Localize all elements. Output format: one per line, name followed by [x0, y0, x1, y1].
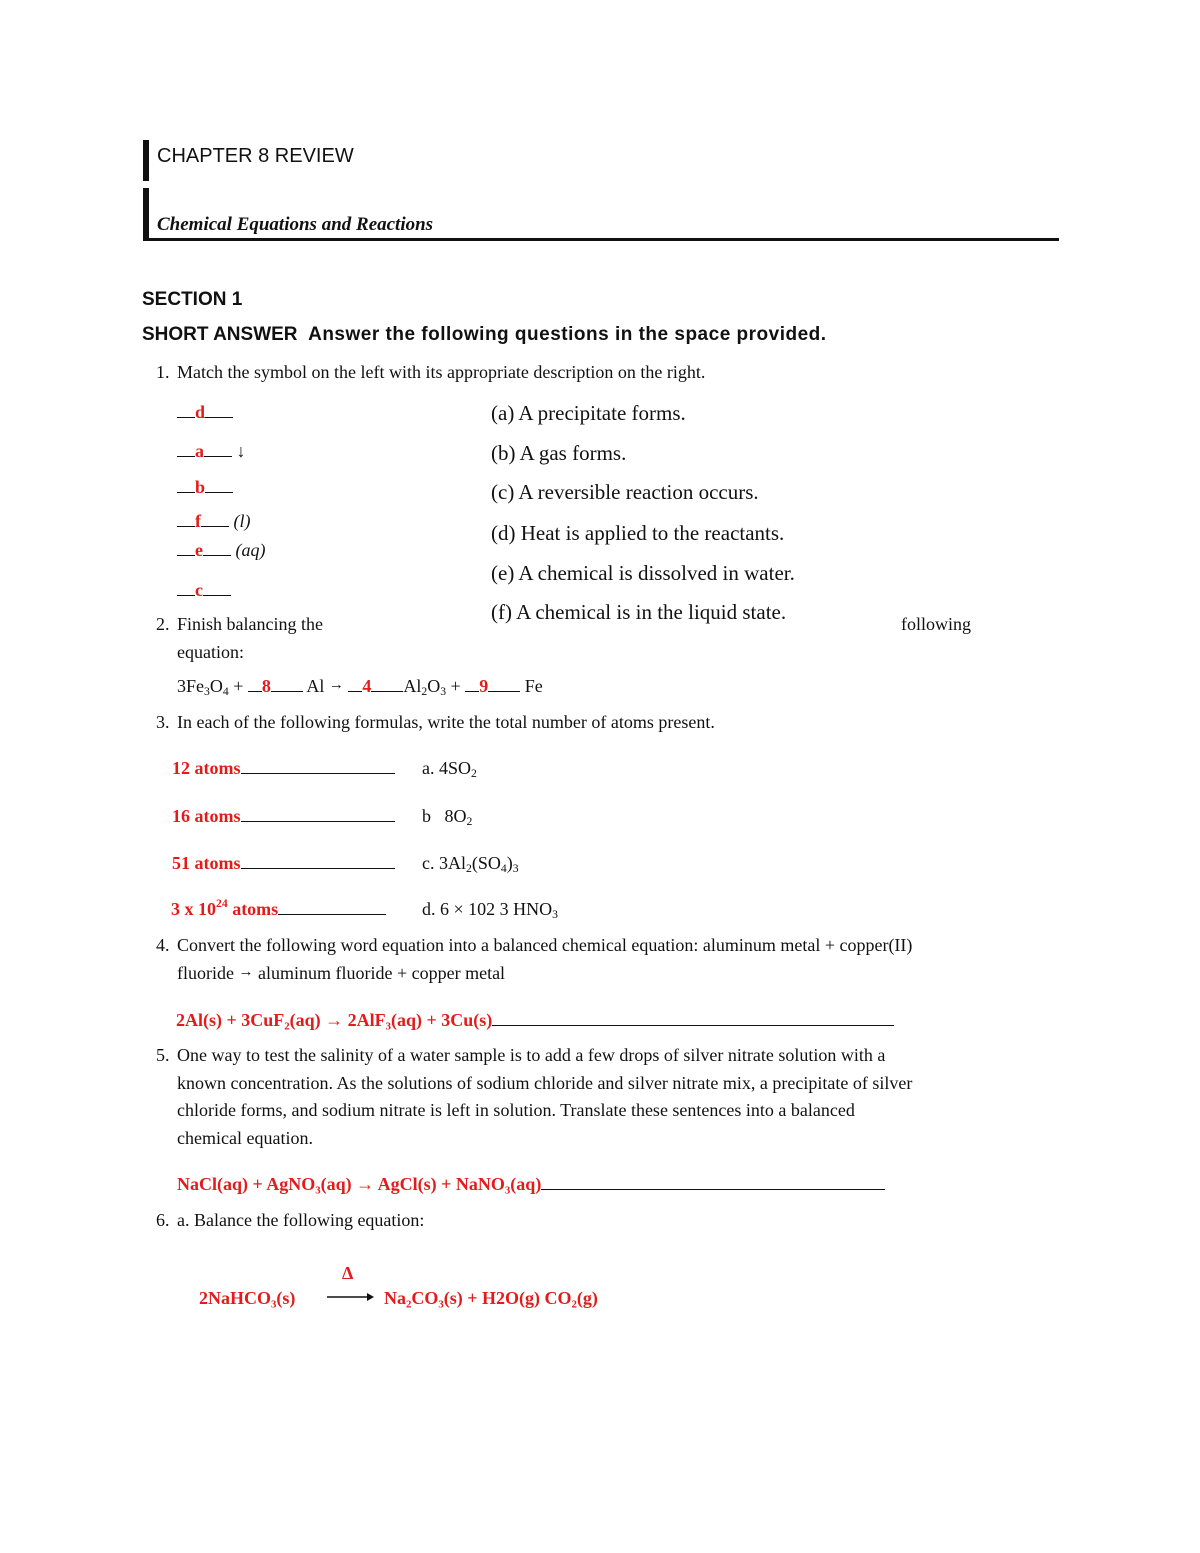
q1-answer: b	[195, 477, 206, 497]
q1-answer: d	[195, 402, 206, 422]
q3-label: d.	[422, 899, 436, 919]
q3-formula: a. $4SO_2$	[422, 758, 477, 780]
q3-answer: 3 x 10	[171, 899, 216, 919]
q3-answer-row	[172, 806, 395, 827]
q1-answer-row	[177, 402, 233, 423]
q3-answer-row	[171, 899, 386, 920]
q1-answer: c	[195, 580, 203, 600]
q3-answer: 12 atoms	[172, 758, 241, 778]
q3-label: a.	[422, 758, 435, 778]
q5-line: One way to test the salinity of a water sample is to add a few drops of silver nitrate solution with a	[177, 1045, 886, 1065]
q3-formula-d: 6 × 102 3 HNO	[440, 899, 553, 919]
q4-answer-row	[176, 1010, 894, 1031]
chapter-title: CHAPTER 8 REVIEW	[157, 145, 354, 167]
q4-line2b: aluminum fluoride + copper metal	[257, 963, 506, 983]
q2-coef-al: 8	[261, 676, 271, 696]
q1-description: (a) A precipitate forms.	[491, 401, 686, 425]
q5-answer: NaCl(aq) + AgNO₃(aq) → AgCl(s) + NaNO₃(aq)	[177, 1174, 542, 1194]
q1-description: (d) Heat is applied to the reactants.	[491, 521, 785, 545]
q6-number: 6.	[156, 1210, 170, 1230]
q1-answer-row	[177, 511, 251, 532]
q6-reactant: 2NaHCO₃(s)	[199, 1288, 296, 1308]
q5-number: 5.	[156, 1045, 170, 1065]
q2-fe: Fe	[524, 676, 543, 696]
q3-formula: d. 6 × 102 3 $HNO_3$	[422, 899, 558, 921]
q2-prompt-line2: equation:	[177, 642, 244, 662]
q1-number: 1.	[156, 362, 170, 382]
q1-answer-row	[177, 441, 246, 462]
q5-line: chemical equation.	[177, 1128, 313, 1148]
q2-number: 2.	[156, 614, 170, 634]
arrow-icon: →	[238, 964, 254, 980]
instruction-rest: Answer the following questions in the space provided.	[308, 324, 827, 345]
q2-prompt-line1: Finish balancing the	[177, 614, 323, 634]
q4-answer: 2Al(s) + 3CuF₂(aq) → 2AlF₃(aq) + 3Cu(s)	[176, 1010, 493, 1030]
q2-coef-al2o3: 4	[362, 676, 372, 696]
q1-answer-row	[177, 540, 266, 561]
q1-symbol: (aq)	[235, 540, 266, 560]
q1-answer-row	[177, 477, 233, 498]
instruction-bold: SHORT ANSWER	[142, 324, 298, 345]
q2-al: Al	[306, 676, 325, 696]
q4-line2	[177, 963, 505, 984]
section-title: SECTION 1	[142, 289, 243, 310]
q1-answer-row	[177, 580, 231, 601]
q6-delta: Δ	[342, 1263, 354, 1283]
q5-line: chloride forms, and sodium nitrate is left in solution. Translate these sentences into a balanced	[177, 1100, 855, 1120]
q3-formula: c. $3Al_2(SO_4)_3$	[422, 853, 519, 875]
q3-label: c.	[422, 853, 435, 873]
q3-prompt: In each of the following formulas, write the total number of atoms present.	[177, 712, 715, 732]
q2-reactant: 3Fe	[177, 676, 204, 696]
header-rule	[143, 238, 1059, 241]
section-instruction	[142, 324, 827, 346]
q4-line2a: fluoride	[177, 963, 234, 983]
q1-description: (e) A chemical is dissolved in water.	[491, 561, 795, 585]
q1-symbol: (l)	[233, 511, 251, 531]
q1-answer: e	[195, 540, 203, 560]
q1-symbol: ↓	[236, 441, 246, 461]
q3-number: 3.	[156, 712, 170, 732]
q1-answer: a	[195, 441, 204, 461]
q5-line: known concentration. As the solutions of sodium chloride and silver nitrate mix, a precipitate of silver	[177, 1073, 913, 1093]
header-bar-top	[143, 140, 149, 181]
chapter-subtitle: Chemical Equations and Reactions	[157, 214, 434, 235]
header-bar-bottom	[143, 188, 149, 241]
q3-answer: 16 atoms	[172, 806, 241, 826]
q2-equation: $3Fe_3O_4 + 8$ Al → 4 $Al_2O_3 + 9$ Fe	[177, 676, 543, 698]
q2-prompt-right: following	[901, 614, 971, 634]
q1-description: (f) A chemical is in the liquid state.	[491, 600, 787, 624]
q1-prompt: Match the symbol on the left with its appropriate description on the right.	[177, 362, 706, 382]
q3-label: b	[422, 806, 431, 826]
q6-prompt: a. Balance the following equation:	[177, 1210, 425, 1230]
q4-number: 4.	[156, 935, 170, 955]
q3-answer-row	[172, 758, 395, 779]
q2-coef-fe: 9	[479, 676, 489, 696]
arrow-icon: →	[328, 677, 344, 693]
q4-line1: Convert the following word equation into a balanced chemical equation: aluminum metal + copper(II)	[177, 935, 913, 955]
q3-answer-unit: atoms	[232, 899, 279, 919]
reaction-arrow-icon	[326, 1290, 376, 1304]
q3-formula: b $8O_2$	[422, 806, 473, 828]
q3-answer-row	[172, 853, 395, 874]
q1-description: (c) A reversible reaction occurs.	[491, 480, 759, 504]
q1-answer: f	[195, 511, 201, 531]
q1-description: (b) A gas forms.	[491, 441, 627, 465]
q5-answer-row	[177, 1174, 885, 1195]
q6-products: Na₂CO₃(s) + H2O(g) CO₂(g)	[384, 1288, 598, 1308]
q3-answer: 51 atoms	[172, 853, 241, 873]
q3-answer-exp: 24	[216, 897, 228, 910]
